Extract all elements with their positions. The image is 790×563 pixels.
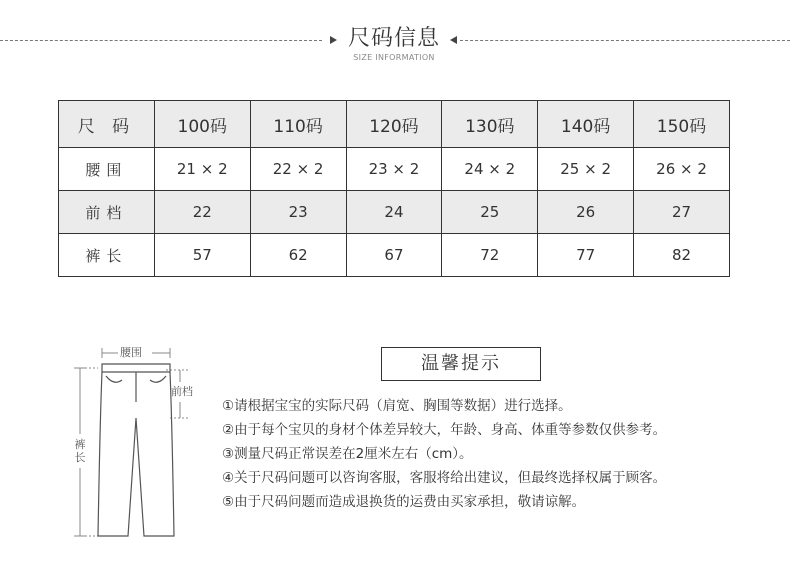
waist-label: 腰围 (120, 346, 142, 359)
section-header (0, 0, 790, 70)
table-header-cell: 140码 (538, 101, 634, 148)
table-cell: 25 (442, 191, 538, 234)
rise-label: 前档 (171, 385, 193, 398)
table-cell: 82 (634, 234, 730, 277)
table-row-label: 腰围 (59, 148, 155, 191)
tip-item: ①请根据宝宝的实际尺码（肩宽、胸围等数据）进行选择。 (222, 398, 572, 414)
table-cell: 57 (154, 234, 250, 277)
tip-item: ④关于尺码问题可以咨询客服，客服将给出建议，但最终选择权属于顾客。 (222, 470, 667, 486)
table-header-cell: 110码 (250, 101, 346, 148)
table-cell: 27 (634, 191, 730, 234)
table-header-cell: 100码 (154, 101, 250, 148)
left-arrow-ornament (330, 36, 337, 44)
table-cell: 24 × 2 (442, 148, 538, 191)
table-header-row (59, 101, 730, 148)
tip-item: ③测量尺码正常误差在2厘米左右（cm）。 (222, 446, 473, 462)
table-cell: 26 (538, 191, 634, 234)
length-label: 裤长 (74, 438, 86, 464)
page-subtitle: SIZE INFORMATION (353, 53, 435, 62)
table-header-cell: 130码 (442, 101, 538, 148)
pants-outline (98, 364, 174, 536)
pants-diagram (70, 340, 210, 545)
table-cell: 23 (250, 191, 346, 234)
tip-item: ⑤由于尺码问题而造成退换货的运费由买家承担，敬请谅解。 (222, 494, 586, 510)
table-cell: 26 × 2 (634, 148, 730, 191)
table-cell: 67 (346, 234, 442, 277)
table-cell: 77 (538, 234, 634, 277)
page-title: 尺码信息 (347, 26, 440, 51)
table-cell: 23 × 2 (346, 148, 442, 191)
pants-illustration (70, 340, 210, 545)
table-row-label: 前档 (59, 191, 155, 234)
table-cell: 22 × 2 (250, 148, 346, 191)
right-arrow-ornament (450, 36, 457, 44)
size-table (58, 100, 730, 277)
left-dashed-divider (0, 40, 322, 41)
right-dashed-divider (460, 40, 790, 41)
table-header-cell: 120码 (346, 101, 442, 148)
tip-item: ②由于每个宝贝的身材个体差异较大，年龄、身高、体重等参数仅供参考。 (222, 422, 667, 438)
tips-list (222, 394, 666, 514)
table-cell: 25 × 2 (538, 148, 634, 191)
table-cell: 21 × 2 (154, 148, 250, 191)
table-cell: 22 (154, 191, 250, 234)
table-header-cell: 150码 (634, 101, 730, 148)
table-header-cell: 尺 码 (59, 101, 155, 148)
table-row-length (59, 234, 730, 277)
table-cell: 72 (442, 234, 538, 277)
table-row-label: 裤长 (59, 234, 155, 277)
table-cell: 24 (346, 191, 442, 234)
tips-title: 温馨提示 (381, 347, 541, 381)
table-cell: 62 (250, 234, 346, 277)
table-row-rise (59, 191, 730, 234)
table-row-waist (59, 148, 730, 191)
